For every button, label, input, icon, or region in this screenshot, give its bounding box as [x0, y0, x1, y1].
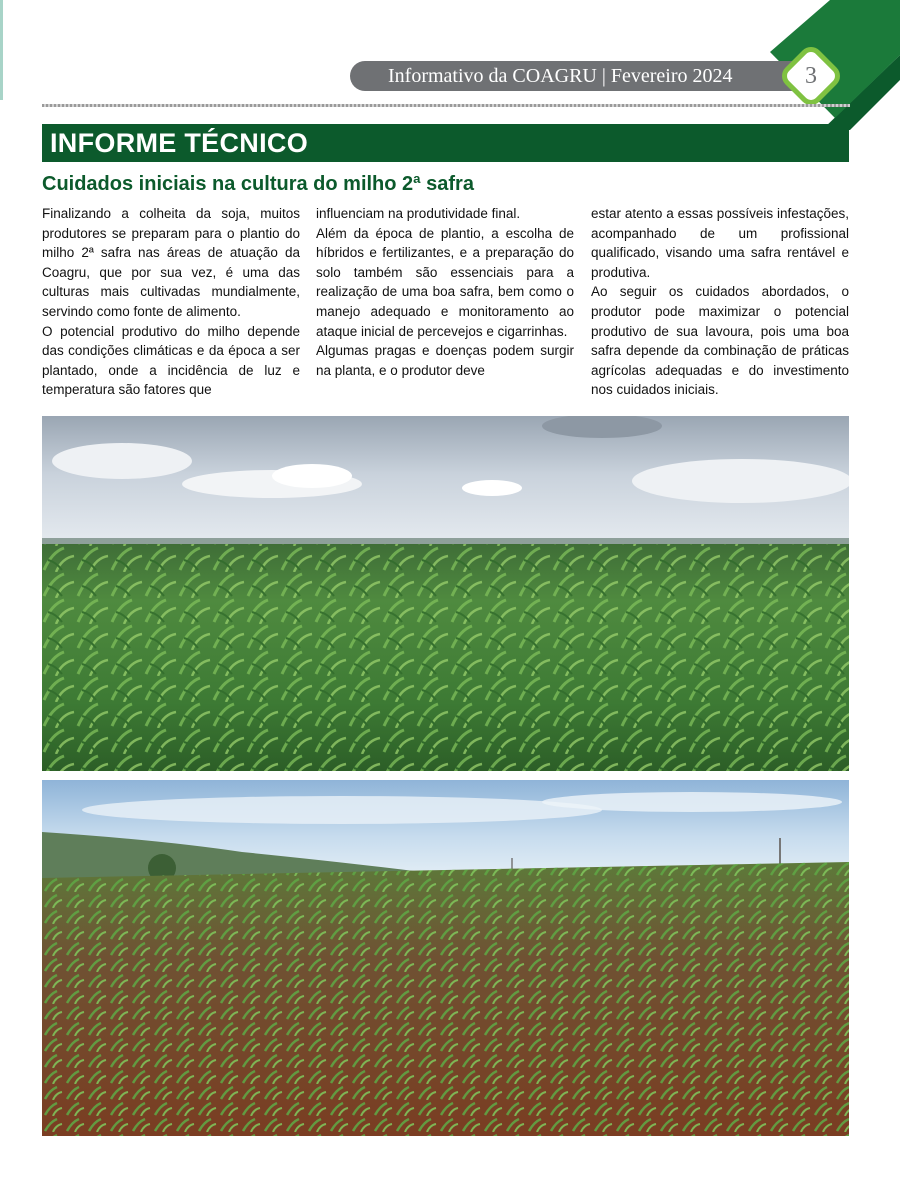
paragraph: estar atento a essas possíveis infestações, acompanhado de um profissional qualificado, visando uma safra rentável e produtiva. [591, 206, 849, 280]
paragraph: influenciam na produtividade final. [316, 206, 521, 221]
paragraph: Além da época de plantio, a escolha de híbridos e fertilizantes, e a preparação do solo também são essenciais para a realização de uma boa safra, bem como o manejo adequado e monitoramento ao ataque inicial de percevejos e cigarrinhas. [316, 225, 574, 339]
paragraph: Ao seguir os cuidados abordados, o produtor pode maximizar o potencial produtivo de sua lavoura, pois uma boa safra depende da combinação de práticas agrícolas adequadas e do investimento nos cuidados iniciais. [591, 284, 849, 398]
page-edge-strip [0, 0, 3, 100]
page-number: 3 [805, 63, 817, 89]
text-column-3 [591, 204, 849, 400]
corn-field-young-wide-photo [42, 416, 849, 771]
corn-field-rows-seedlings-photo [42, 780, 849, 1136]
paragraph: Finalizando a colheita da soja, muitos produtores se preparam para o plantio do milho 2ª safra nas áreas de atuação da Coagru, que por sua vez, é uma das culturas mais cultivadas mundialmente, servindo como fonte de alimento. [42, 206, 300, 319]
text-column-2 [316, 204, 574, 380]
paragraph: Algumas pragas e doenças podem surgir na planta, e o produtor deve [316, 343, 574, 378]
header-divider [42, 104, 850, 107]
newsletter-title: Informativo da COAGRU | Fevereiro 2024 [388, 65, 733, 87]
article-title: Cuidados iniciais na cultura do milho 2ª safra [42, 173, 474, 195]
paragraph: O potencial produtivo do milho depende das condições climáticas e da época a ser plantado, onde a incidência de luz e temperatura são fatores que [42, 323, 300, 398]
text-column-1 [42, 204, 300, 400]
section-title: INFORME TÉCNICO [50, 128, 308, 158]
